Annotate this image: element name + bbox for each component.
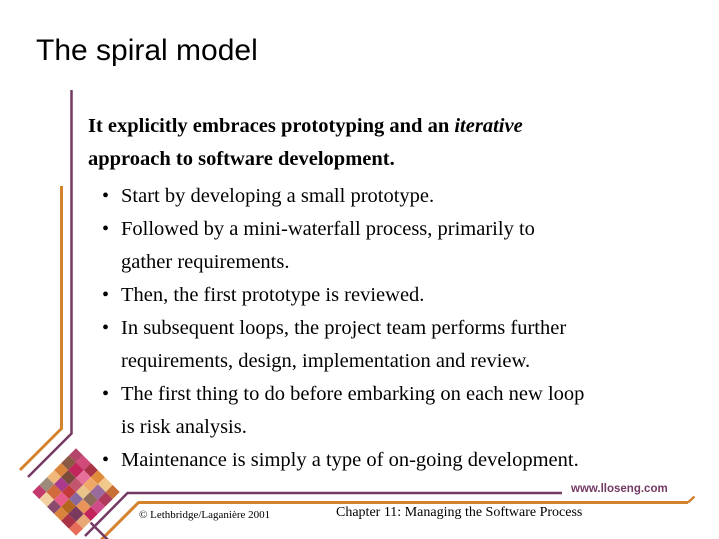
bullet-icon: •	[102, 218, 110, 240]
bullet-icon: •	[102, 185, 110, 207]
bullet-icon: •	[102, 449, 110, 471]
bullet-text-continued: is risk analysis.	[121, 416, 247, 438]
bullet-text: The first thing to do before embarking on each new loop	[121, 383, 585, 405]
bullet-list	[88, 180, 688, 477]
bullet-icon: •	[102, 383, 110, 405]
bullet-icon: •	[102, 317, 110, 339]
bullet-text: In subsequent loops, the project team performs further	[121, 317, 567, 339]
slide-body	[88, 110, 688, 477]
list-item	[88, 444, 688, 477]
heading-line1-regular: It explicitly embraces prototyping and an	[88, 115, 455, 137]
list-item	[88, 213, 688, 279]
heading-text	[88, 110, 688, 176]
heading-line-2: approach to software development.	[88, 148, 395, 170]
bullet-text: Maintenance is simply a type of on-going development.	[121, 449, 579, 471]
bullet-text: Start by developing a small prototype.	[121, 185, 435, 207]
chapter-title: Chapter 11: Managing the Software Process	[336, 505, 583, 520]
list-item	[88, 312, 688, 378]
copyright-text: © Lethbridge/Laganière 2001	[139, 509, 271, 521]
bullet-text: Followed by a mini-waterfall process, primarily to	[121, 218, 535, 240]
slide-title: The spiral model	[36, 34, 258, 67]
left-accent-bend-orange	[20, 428, 62, 470]
heading-line-1	[88, 110, 688, 143]
list-item	[88, 279, 688, 312]
bullet-icon: •	[102, 284, 110, 306]
bullet-text-continued: gather requirements.	[121, 251, 290, 273]
website-link[interactable]: www.lloseng.com	[571, 483, 668, 495]
bottom-accent-tick-orange	[688, 497, 695, 503]
bullet-text-continued: requirements, design, implementation and review.	[121, 350, 531, 372]
list-item	[88, 180, 688, 213]
list-item	[88, 378, 688, 444]
bullet-text: Then, the first prototype is reviewed.	[121, 284, 425, 306]
heading-line1-italic: iterative	[454, 115, 523, 137]
